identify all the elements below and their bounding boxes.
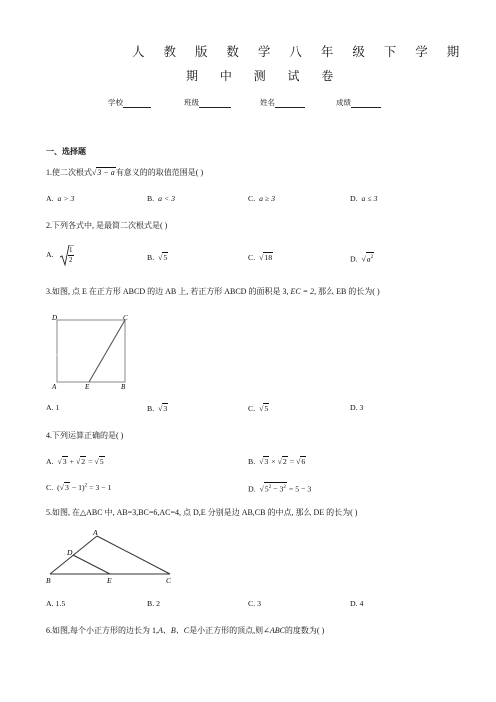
question-2-stem: 2.下列各式中, 是最简二次根式是( ) [46,221,168,230]
question-4-stem: 4.下列运算正确的是( ) [46,431,124,440]
q3-option-d: D. 3 [350,403,364,412]
q1-option-a: A. a > 3 [46,194,75,203]
q6-angle: ABC [269,626,285,635]
label-a: A [93,528,98,537]
question-3-stem: 3.如图, 点 E 在正方形 ABCD 的边 AB 上, 若正方形 ABCD 的面积是 3, EC = 2, 那么 EB 的长为( ) [46,287,380,296]
field-label: 班级 [184,98,199,107]
q1-option-b: B. a < 3 [147,194,176,203]
square-figure [48,312,134,390]
q3-option-c: C. √5 [248,404,269,413]
paper-title: 人 教 版 数 学 八 年 级 下 学 期 [132,44,467,59]
q1-radicand: 3 − a [97,168,115,177]
label-b: B [46,576,51,585]
label-d: D [67,548,73,557]
q4-option-b: B. √3 × √2 = √6 [248,457,306,466]
q5-option-a: A. 1.5 [46,599,66,608]
label-c: C [166,576,172,585]
question-5-stem: 5.如图, 在△ABC 中, AB=3,BC=6,AC=4, 点 D,E 分别是边 AB,CB 的中点, 那么 DE 的长为( ) [46,508,358,517]
field-label: 成绩 [336,98,351,107]
q3-option-a: A. 1 [46,403,60,412]
paper-subtitle: 期 中 测 试 卷 [186,69,343,83]
fraction-denominator: 2 [69,256,73,264]
info-field-class [184,97,231,108]
question-1-stem [46,167,203,178]
q4-option-a: A. √3 + √2 = √5 [46,457,104,466]
label-e: E [85,383,90,390]
q1-pre: 1.使二次根式 [46,168,92,177]
field-blank [199,99,231,108]
field-blank [351,99,381,108]
q1-option-c: C. a ≥ 3 [248,194,276,203]
sqrt-symbol: √ [92,168,97,177]
q5-option-b: B. 2 [147,599,161,608]
info-field-score [336,97,381,108]
info-field-name [260,97,305,108]
label-d: D [52,314,58,322]
field-label: 学校 [108,98,123,107]
triangle-figure [42,527,182,587]
q2-option-d: D. $√a^2$ [350,252,374,264]
q5-option-d: D. 4 [350,599,364,608]
section-heading: 一、选择题 [46,147,86,156]
q3-option-b: B. √3 [147,404,168,413]
q5-option-c: C. 3 [248,599,262,608]
field-label: 姓名 [260,98,275,107]
label-e: E [107,576,112,585]
label-b: B [121,383,126,390]
field-blank [275,99,305,108]
q1-option-d: D. a ≤ 3 [350,194,378,203]
q3-ec: EC = 2 [290,287,315,296]
field-blank [123,99,151,108]
q6-points: A、B、C [158,626,190,635]
q4-option-c: C. $(√3 - 1)^2 = 3 - 1$ [46,483,112,492]
label-c: C [123,314,128,322]
q2-option-a: A. 1 2 [46,250,54,259]
fraction-numerator: 1 [69,246,73,254]
q1-post: 有意义的的取值范围是( ) [115,168,204,177]
question-6-stem: 6.如图,每个小正方形的边长为 1,A、B、C是小正方形的顶点,则∠ABC的度数为( ) [46,626,325,635]
label-a: A [52,383,57,390]
q2-option-b: B. √5 [147,253,168,262]
q2-option-c: C. √18 [248,253,273,262]
q4-option-d: D. $√5^2 - 3^2 = 5 - 3$ [248,482,311,494]
info-field-school [108,97,151,108]
